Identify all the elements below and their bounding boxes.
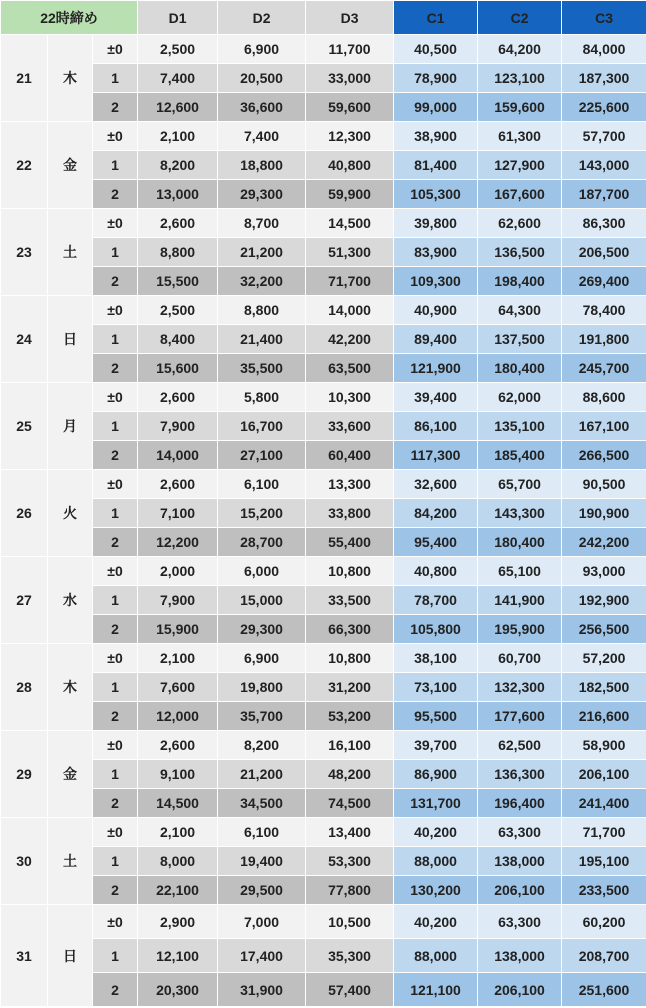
price-cell-d2: 16,700 (218, 412, 306, 441)
price-cell-c2: 177,600 (478, 702, 562, 731)
level-label: 2 (93, 615, 138, 644)
table-row (1, 789, 646, 818)
day-number: 25 (1, 383, 48, 470)
price-cell-d2: 34,500 (218, 789, 306, 818)
price-cell-c1: 32,600 (394, 470, 478, 499)
price-cell-d2: 6,900 (218, 35, 306, 64)
price-cell-c1: 78,900 (394, 64, 478, 93)
price-cell-d2: 27,100 (218, 441, 306, 470)
day-number: 27 (1, 557, 48, 644)
day-number: 29 (1, 731, 48, 818)
price-cell-d1: 7,100 (138, 499, 218, 528)
price-cell-c3: 216,600 (562, 702, 646, 731)
price-cell-d1: 2,600 (138, 731, 218, 760)
price-cell-c3: 143,000 (562, 151, 646, 180)
price-cell-d1: 8,800 (138, 238, 218, 267)
price-cell-d3: 55,400 (306, 528, 394, 557)
price-cell-d2: 7,400 (218, 122, 306, 151)
price-cell-d1: 12,600 (138, 93, 218, 122)
weekday-label: 水 (48, 557, 93, 644)
price-cell-c1: 121,900 (394, 354, 478, 383)
price-cell-d1: 12,000 (138, 702, 218, 731)
weekday-label: 月 (48, 383, 93, 470)
day-number: 23 (1, 209, 48, 296)
price-cell-d2: 6,100 (218, 818, 306, 847)
price-cell-d3: 10,800 (306, 644, 394, 673)
table-row (1, 528, 646, 557)
table-row (1, 441, 646, 470)
price-cell-c1: 40,200 (394, 905, 478, 939)
price-cell-d1: 9,100 (138, 760, 218, 789)
price-cell-c3: 225,600 (562, 93, 646, 122)
level-label: ±0 (93, 905, 138, 939)
level-label: 2 (93, 180, 138, 209)
price-cell-c2: 132,300 (478, 673, 562, 702)
price-cell-c3: 86,300 (562, 209, 646, 238)
price-cell-d1: 12,100 (138, 939, 218, 973)
price-cell-c2: 63,300 (478, 818, 562, 847)
price-cell-c2: 63,300 (478, 905, 562, 939)
price-cell-d3: 14,000 (306, 296, 394, 325)
price-cell-d1: 15,500 (138, 267, 218, 296)
level-label: 2 (93, 789, 138, 818)
price-cell-d1: 20,300 (138, 973, 218, 1007)
price-cell-d3: 48,200 (306, 760, 394, 789)
table-row (1, 383, 646, 412)
price-cell-d3: 11,700 (306, 35, 394, 64)
price-cell-c1: 95,400 (394, 528, 478, 557)
price-cell-c1: 99,000 (394, 93, 478, 122)
price-cell-d2: 19,400 (218, 847, 306, 876)
price-cell-c3: 88,600 (562, 383, 646, 412)
level-label: ±0 (93, 383, 138, 412)
price-cell-d1: 2,500 (138, 296, 218, 325)
price-cell-c3: 71,700 (562, 818, 646, 847)
price-cell-c3: 191,800 (562, 325, 646, 354)
weekday-label: 火 (48, 470, 93, 557)
price-cell-d1: 2,500 (138, 35, 218, 64)
price-cell-c3: 195,100 (562, 847, 646, 876)
day-number: 26 (1, 470, 48, 557)
price-cell-d2: 32,200 (218, 267, 306, 296)
price-cell-d3: 66,300 (306, 615, 394, 644)
price-cell-d1: 8,400 (138, 325, 218, 354)
level-label: ±0 (93, 296, 138, 325)
level-label: 1 (93, 325, 138, 354)
price-cell-d3: 12,300 (306, 122, 394, 151)
table-row (1, 151, 646, 180)
price-cell-c3: 251,600 (562, 973, 646, 1007)
price-cell-d2: 31,900 (218, 973, 306, 1007)
price-cell-c2: 180,400 (478, 528, 562, 557)
price-cell-c2: 180,400 (478, 354, 562, 383)
price-cell-d3: 10,500 (306, 905, 394, 939)
price-cell-c3: 187,300 (562, 64, 646, 93)
price-cell-d1: 2,100 (138, 644, 218, 673)
table-row (1, 296, 646, 325)
price-cell-c1: 38,100 (394, 644, 478, 673)
price-cell-d2: 21,200 (218, 760, 306, 789)
price-cell-d3: 42,200 (306, 325, 394, 354)
price-cell-c2: 198,400 (478, 267, 562, 296)
column-header-c1: C1 (394, 1, 478, 35)
day-number: 22 (1, 122, 48, 209)
level-label: 1 (93, 499, 138, 528)
weekday-label: 金 (48, 731, 93, 818)
price-cell-c2: 65,700 (478, 470, 562, 499)
price-cell-d3: 53,200 (306, 702, 394, 731)
price-cell-c2: 143,300 (478, 499, 562, 528)
table-row (1, 412, 646, 441)
level-label: 1 (93, 64, 138, 93)
table-row (1, 731, 646, 760)
table-row (1, 702, 646, 731)
price-cell-c2: 138,000 (478, 847, 562, 876)
price-cell-d3: 35,300 (306, 939, 394, 973)
header-row (1, 1, 646, 35)
table-row (1, 267, 646, 296)
level-label: 2 (93, 354, 138, 383)
price-cell-d3: 59,600 (306, 93, 394, 122)
level-label: 2 (93, 973, 138, 1007)
price-cell-c2: 136,300 (478, 760, 562, 789)
price-cell-c1: 39,800 (394, 209, 478, 238)
price-cell-d2: 8,700 (218, 209, 306, 238)
level-label: 2 (93, 93, 138, 122)
price-cell-c1: 39,400 (394, 383, 478, 412)
level-label: 1 (93, 238, 138, 267)
price-cell-d1: 8,000 (138, 847, 218, 876)
level-label: 2 (93, 528, 138, 557)
day-number: 21 (1, 35, 48, 122)
table-row (1, 939, 646, 973)
price-cell-c2: 62,500 (478, 731, 562, 760)
table-row (1, 122, 646, 151)
price-cell-c3: 57,200 (562, 644, 646, 673)
price-cell-c3: 208,700 (562, 939, 646, 973)
price-cell-d3: 51,300 (306, 238, 394, 267)
level-label: 2 (93, 876, 138, 905)
price-cell-d3: 10,800 (306, 557, 394, 586)
price-cell-d1: 2,600 (138, 209, 218, 238)
weekday-label: 土 (48, 209, 93, 296)
price-cell-c2: 65,100 (478, 557, 562, 586)
price-cell-d2: 28,700 (218, 528, 306, 557)
table-row (1, 499, 646, 528)
price-cell-d1: 7,900 (138, 586, 218, 615)
price-cell-d3: 53,300 (306, 847, 394, 876)
table-row (1, 818, 646, 847)
price-cell-c2: 62,600 (478, 209, 562, 238)
price-cell-d3: 63,500 (306, 354, 394, 383)
price-cell-d2: 29,500 (218, 876, 306, 905)
price-cell-d3: 33,500 (306, 586, 394, 615)
price-cell-c2: 138,000 (478, 939, 562, 973)
table-row (1, 644, 646, 673)
price-cell-c3: 190,900 (562, 499, 646, 528)
column-header-d2: D2 (218, 1, 306, 35)
price-cell-c3: 233,500 (562, 876, 646, 905)
price-cell-c1: 40,900 (394, 296, 478, 325)
closing-time-header: 22時締め (1, 1, 138, 35)
price-cell-c3: 241,400 (562, 789, 646, 818)
price-cell-c2: 62,000 (478, 383, 562, 412)
price-cell-d2: 35,700 (218, 702, 306, 731)
price-cell-c2: 206,100 (478, 973, 562, 1007)
price-cell-c2: 123,100 (478, 64, 562, 93)
price-cell-c3: 192,900 (562, 586, 646, 615)
level-label: 1 (93, 939, 138, 973)
price-cell-d1: 12,200 (138, 528, 218, 557)
price-cell-c2: 167,600 (478, 180, 562, 209)
price-cell-d2: 15,200 (218, 499, 306, 528)
price-cell-d3: 60,400 (306, 441, 394, 470)
price-cell-d1: 2,600 (138, 470, 218, 499)
price-cell-c3: 93,000 (562, 557, 646, 586)
table-row (1, 238, 646, 267)
level-label: ±0 (93, 818, 138, 847)
price-cell-d3: 33,000 (306, 64, 394, 93)
price-cell-d3: 10,300 (306, 383, 394, 412)
price-cell-c1: 117,300 (394, 441, 478, 470)
price-cell-d1: 8,200 (138, 151, 218, 180)
column-header-c3: C3 (562, 1, 646, 35)
price-cell-c2: 135,100 (478, 412, 562, 441)
price-cell-d2: 17,400 (218, 939, 306, 973)
level-label: ±0 (93, 209, 138, 238)
price-cell-c3: 187,700 (562, 180, 646, 209)
price-cell-c3: 57,700 (562, 122, 646, 151)
table-row (1, 760, 646, 789)
price-cell-d3: 57,400 (306, 973, 394, 1007)
price-cell-c1: 78,700 (394, 586, 478, 615)
price-cell-d3: 33,800 (306, 499, 394, 528)
weekday-label: 土 (48, 818, 93, 905)
price-cell-c1: 38,900 (394, 122, 478, 151)
price-cell-d2: 6,900 (218, 644, 306, 673)
price-cell-c1: 121,100 (394, 973, 478, 1007)
price-cell-c2: 196,400 (478, 789, 562, 818)
price-cell-d2: 8,200 (218, 731, 306, 760)
price-cell-c2: 141,900 (478, 586, 562, 615)
price-cell-d1: 15,900 (138, 615, 218, 644)
price-cell-c3: 90,500 (562, 470, 646, 499)
price-cell-d2: 5,800 (218, 383, 306, 412)
price-cell-d2: 35,500 (218, 354, 306, 383)
weekday-label: 金 (48, 122, 93, 209)
price-cell-c1: 89,400 (394, 325, 478, 354)
table-row (1, 586, 646, 615)
price-cell-c3: 206,500 (562, 238, 646, 267)
price-cell-c1: 88,000 (394, 847, 478, 876)
price-cell-d3: 33,600 (306, 412, 394, 441)
price-cell-c3: 266,500 (562, 441, 646, 470)
table-row (1, 615, 646, 644)
price-cell-c2: 206,100 (478, 876, 562, 905)
price-cell-d2: 6,000 (218, 557, 306, 586)
table-row (1, 209, 646, 238)
price-cell-c3: 60,200 (562, 905, 646, 939)
price-cell-d2: 29,300 (218, 615, 306, 644)
price-cell-c1: 40,500 (394, 35, 478, 64)
price-cell-d3: 13,300 (306, 470, 394, 499)
price-cell-c3: 182,500 (562, 673, 646, 702)
price-cell-d2: 21,400 (218, 325, 306, 354)
day-number: 28 (1, 644, 48, 731)
price-cell-d2: 36,600 (218, 93, 306, 122)
price-cell-c1: 105,800 (394, 615, 478, 644)
price-cell-c3: 78,400 (562, 296, 646, 325)
level-label: 2 (93, 702, 138, 731)
table-row (1, 673, 646, 702)
price-cell-d2: 7,000 (218, 905, 306, 939)
table-row (1, 557, 646, 586)
price-cell-c2: 64,300 (478, 296, 562, 325)
price-cell-c2: 159,600 (478, 93, 562, 122)
weekday-label: 日 (48, 905, 93, 1007)
price-cell-d3: 14,500 (306, 209, 394, 238)
price-cell-c2: 137,500 (478, 325, 562, 354)
price-cell-c1: 95,500 (394, 702, 478, 731)
day-number: 30 (1, 818, 48, 905)
price-cell-c2: 61,300 (478, 122, 562, 151)
level-label: 1 (93, 673, 138, 702)
price-cell-d2: 19,800 (218, 673, 306, 702)
price-cell-c1: 39,700 (394, 731, 478, 760)
price-cell-d2: 20,500 (218, 64, 306, 93)
price-cell-d2: 18,800 (218, 151, 306, 180)
price-cell-d1: 2,100 (138, 122, 218, 151)
price-cell-d2: 29,300 (218, 180, 306, 209)
level-label: 1 (93, 151, 138, 180)
price-cell-d1: 14,500 (138, 789, 218, 818)
price-cell-c1: 83,900 (394, 238, 478, 267)
price-cell-c3: 167,100 (562, 412, 646, 441)
table-row (1, 180, 646, 209)
price-cell-c3: 245,700 (562, 354, 646, 383)
table-row (1, 973, 646, 1007)
level-label: ±0 (93, 470, 138, 499)
price-cell-c1: 86,900 (394, 760, 478, 789)
price-cell-d3: 13,400 (306, 818, 394, 847)
column-header-d3: D3 (306, 1, 394, 35)
price-cell-d1: 2,000 (138, 557, 218, 586)
column-header-d1: D1 (138, 1, 218, 35)
price-cell-d1: 7,900 (138, 412, 218, 441)
price-cell-d3: 74,500 (306, 789, 394, 818)
price-cell-c2: 136,500 (478, 238, 562, 267)
table-row (1, 847, 646, 876)
price-cell-c2: 127,900 (478, 151, 562, 180)
price-cell-c3: 242,200 (562, 528, 646, 557)
price-cell-d2: 6,100 (218, 470, 306, 499)
day-number: 31 (1, 905, 48, 1007)
table-row (1, 93, 646, 122)
price-cell-c1: 109,300 (394, 267, 478, 296)
price-cell-c2: 185,400 (478, 441, 562, 470)
weekday-label: 日 (48, 296, 93, 383)
price-cell-d1: 22,100 (138, 876, 218, 905)
price-cell-d1: 2,600 (138, 383, 218, 412)
price-cell-c3: 84,000 (562, 35, 646, 64)
column-header-c2: C2 (478, 1, 562, 35)
level-label: 1 (93, 586, 138, 615)
day-number: 24 (1, 296, 48, 383)
table-row (1, 325, 646, 354)
price-cell-c1: 105,300 (394, 180, 478, 209)
level-label: 1 (93, 847, 138, 876)
price-cell-c3: 206,100 (562, 760, 646, 789)
price-cell-c1: 84,200 (394, 499, 478, 528)
level-label: ±0 (93, 35, 138, 64)
table-body (1, 35, 646, 1007)
price-cell-d2: 21,200 (218, 238, 306, 267)
price-cell-c3: 58,900 (562, 731, 646, 760)
table-row (1, 905, 646, 939)
price-cell-d3: 31,200 (306, 673, 394, 702)
price-cell-c2: 195,900 (478, 615, 562, 644)
price-cell-d1: 13,000 (138, 180, 218, 209)
price-cell-c1: 81,400 (394, 151, 478, 180)
table-row (1, 64, 646, 93)
price-cell-d1: 2,900 (138, 905, 218, 939)
price-cell-d3: 40,800 (306, 151, 394, 180)
price-cell-c1: 131,700 (394, 789, 478, 818)
level-label: ±0 (93, 644, 138, 673)
price-cell-d1: 7,600 (138, 673, 218, 702)
price-cell-c2: 60,700 (478, 644, 562, 673)
level-label: 2 (93, 267, 138, 296)
table-row (1, 470, 646, 499)
price-cell-c1: 130,200 (394, 876, 478, 905)
level-label: 1 (93, 412, 138, 441)
price-cell-c1: 40,200 (394, 818, 478, 847)
level-label: ±0 (93, 731, 138, 760)
table-row (1, 876, 646, 905)
price-cell-c1: 88,000 (394, 939, 478, 973)
price-cell-d2: 15,000 (218, 586, 306, 615)
price-cell-d3: 77,800 (306, 876, 394, 905)
price-cell-d1: 2,100 (138, 818, 218, 847)
table-row (1, 354, 646, 383)
table-row (1, 35, 646, 64)
price-cell-d2: 8,800 (218, 296, 306, 325)
price-cell-d1: 7,400 (138, 64, 218, 93)
price-cell-d1: 14,000 (138, 441, 218, 470)
weekday-label: 木 (48, 35, 93, 122)
price-cell-d3: 59,900 (306, 180, 394, 209)
weekday-label: 木 (48, 644, 93, 731)
price-cell-c1: 86,100 (394, 412, 478, 441)
price-cell-c2: 64,200 (478, 35, 562, 64)
price-cell-c3: 256,500 (562, 615, 646, 644)
price-cell-d3: 16,100 (306, 731, 394, 760)
level-label: 1 (93, 760, 138, 789)
price-cell-d3: 71,700 (306, 267, 394, 296)
price-cell-c3: 269,400 (562, 267, 646, 296)
level-label: 2 (93, 441, 138, 470)
level-label: ±0 (93, 557, 138, 586)
price-cell-d1: 15,600 (138, 354, 218, 383)
price-cell-c1: 73,100 (394, 673, 478, 702)
price-cell-c1: 40,800 (394, 557, 478, 586)
level-label: ±0 (93, 122, 138, 151)
